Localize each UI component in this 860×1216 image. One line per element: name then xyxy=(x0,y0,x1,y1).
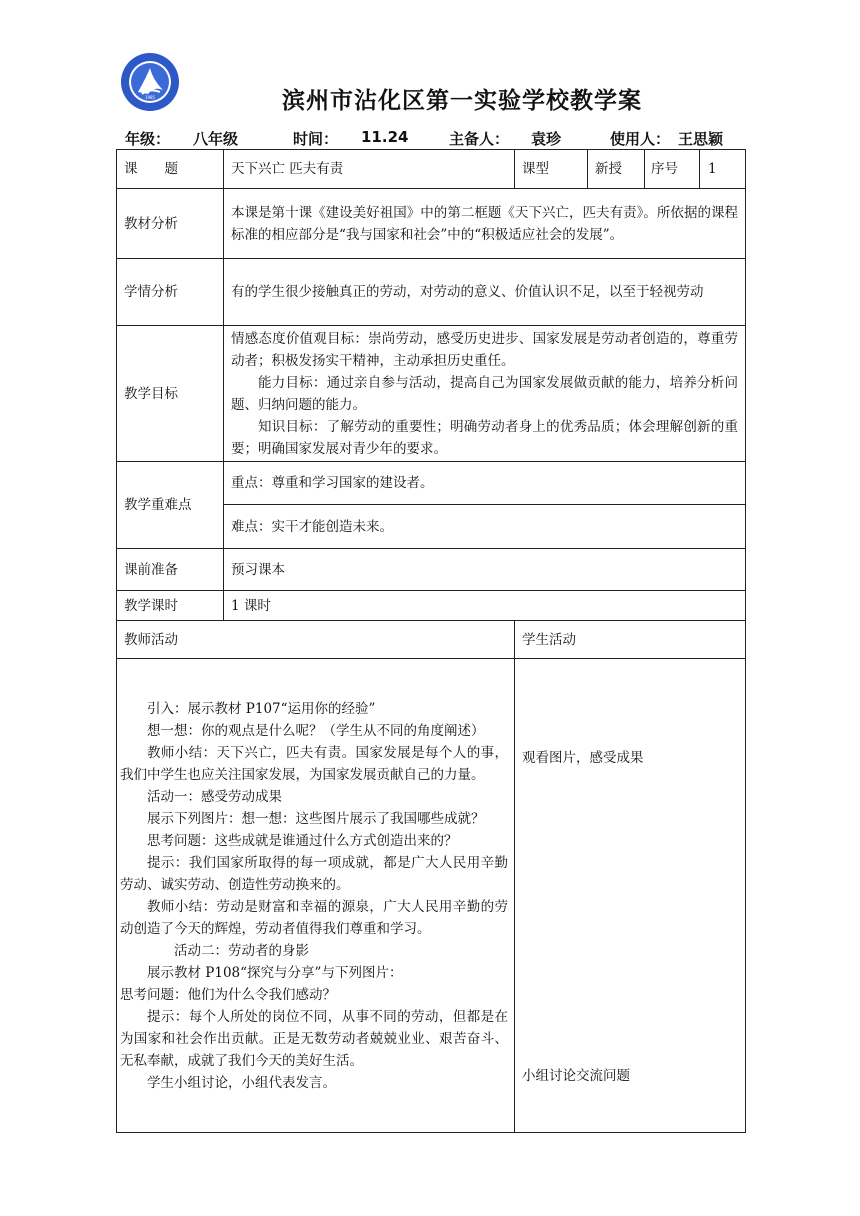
preparation-row xyxy=(117,549,746,591)
grade-label: 年级： xyxy=(125,130,171,148)
goal-ability: 能力目标：通过亲自参与活动，提高自己为国家发展做贡献的能力，培养分析问题、归纳问题的能力。 xyxy=(231,374,738,413)
activity-two-show: 展示教材 P108“探究与分享”与下列图片： xyxy=(147,964,403,981)
key-point-text: 重点：尊重和学习国家的建设者。 xyxy=(224,462,746,505)
goal-knowledge: 知识目标：了解劳动的重要性；明确劳动者身上的优秀品质；体会理解创新的重要；明确国家发展对青少年的要求。 xyxy=(231,418,738,457)
activity-one-show: 展示下列图片：想一想：这些图片展示了我国哪些成就？ xyxy=(147,810,485,827)
teacher-activity-cell xyxy=(117,659,515,1133)
sequence-value: 1 xyxy=(708,161,717,177)
sequence-cell xyxy=(645,150,746,189)
student-analysis-label: 学情分析 xyxy=(117,259,224,326)
lesson-type-value: 新授 xyxy=(588,150,645,189)
teaching-goals-row xyxy=(117,326,746,462)
preparer-value: 袁珍 xyxy=(531,130,562,148)
key-difficult-label: 教学重难点 xyxy=(117,462,224,549)
key-point-row xyxy=(117,462,746,505)
teacher-activity-header: 教师活动 xyxy=(117,621,515,659)
time-value: 11.24 xyxy=(361,128,409,146)
student-activity-cell xyxy=(515,659,746,1133)
activity-two-question: 思考问题：他们为什么令我们感动？ xyxy=(120,986,336,1003)
student-activity-1: 观看图片，感受成果 xyxy=(522,750,644,766)
student-analysis-row xyxy=(117,259,746,326)
grade-value: 八年级 xyxy=(193,130,239,148)
topic-row xyxy=(117,150,746,189)
teacher-activity-summary-1: 教师小结：天下兴亡，匹夫有责。国家发展是每个人的事，我们中学生也应关注国家发展，为国家发展贡献自己的力量。 xyxy=(120,744,508,783)
student-activity-2: 小组讨论交流问题 xyxy=(522,1068,630,1084)
logo-year: 1985 xyxy=(144,95,156,100)
student-activity-header: 学生活动 xyxy=(515,621,746,659)
preparation-label: 课前准备 xyxy=(117,549,224,591)
user-label: 使用人： xyxy=(610,130,671,148)
preparer-label: 主备人： xyxy=(449,130,510,148)
class-hours-value: 1 课时 xyxy=(224,591,746,621)
user-value: 王思颖 xyxy=(678,130,724,148)
topic-label: 课 题 xyxy=(117,150,224,189)
activities-row xyxy=(117,659,746,1133)
teaching-goals-label: 教学目标 xyxy=(117,326,224,462)
teacher-activity-intro: 引入：展示教材 P107“运用你的经验” xyxy=(147,700,376,717)
material-analysis-label: 教材分析 xyxy=(117,189,224,259)
class-hours-row xyxy=(117,591,746,621)
activity-one-question: 思考问题：这些成就是谁通过什么方式创造出来的？ xyxy=(147,832,458,849)
activity-two-discussion: 学生小组讨论，小组代表发言。 xyxy=(147,1074,336,1091)
sequence-label: 序号 xyxy=(645,150,700,188)
lesson-type-label: 课型 xyxy=(515,150,588,189)
preparation-value: 预习课本 xyxy=(224,549,746,591)
material-analysis-row xyxy=(117,189,746,259)
activity-one-title: 活动一：感受劳动成果 xyxy=(147,788,282,805)
page-title: 滨州市沾化区第一实验学校教学案 xyxy=(282,88,642,114)
material-analysis-text: 本课是第十课《建设美好祖国》中的第二框题《天下兴亡，匹夫有责》。所依据的课程标准的相应部分是“我与国家和社会”中的“积极适应社会的发展”。 xyxy=(224,189,746,259)
activity-one-hint: 提示：我们国家所取得的每一项成就，都是广大人民用辛勤劳动、诚实劳动、创造性劳动换来的。 xyxy=(120,854,508,893)
difficult-point-text: 难点：实干才能创造未来。 xyxy=(224,505,746,549)
lesson-plan-table xyxy=(116,149,746,1133)
activity-two-title: 活动二：劳动者的身影 xyxy=(174,942,309,959)
goal-emotion: 情感态度价值观目标：崇尚劳动，感受历史进步、国家发展是劳动者创造的，尊重劳动者；积极发扬实干精神，主动承担历史重任。 xyxy=(231,330,738,369)
teaching-goals-cell xyxy=(224,326,746,462)
activity-two-hint: 提示：每个人所处的岗位不同，从事不同的劳动，但都是在为国家和社会作出贡献。正是无数劳动者兢兢业业、艰苦奋斗、无私奉献，成就了我们今天的美好生活。 xyxy=(120,1008,508,1069)
class-hours-label: 教学课时 xyxy=(117,591,224,621)
time-label: 时间： xyxy=(293,130,339,148)
teacher-activity-summary-2: 教师小结：劳动是财富和幸福的源泉，广大人民用辛勤的劳动创造了今天的辉煌，劳动者值得我们尊重和学习。 xyxy=(120,898,508,937)
student-analysis-text: 有的学生很少接触真正的劳动，对劳动的意义、价值认识不足，以至于轻视劳动 xyxy=(224,259,746,326)
activities-header-row xyxy=(117,621,746,659)
topic-value: 天下兴亡 匹夫有责 xyxy=(224,150,515,189)
school-logo xyxy=(120,52,180,112)
teacher-activity-think: 想一想：你的观点是什么呢？（学生从不同的角度阐述） xyxy=(147,722,485,739)
